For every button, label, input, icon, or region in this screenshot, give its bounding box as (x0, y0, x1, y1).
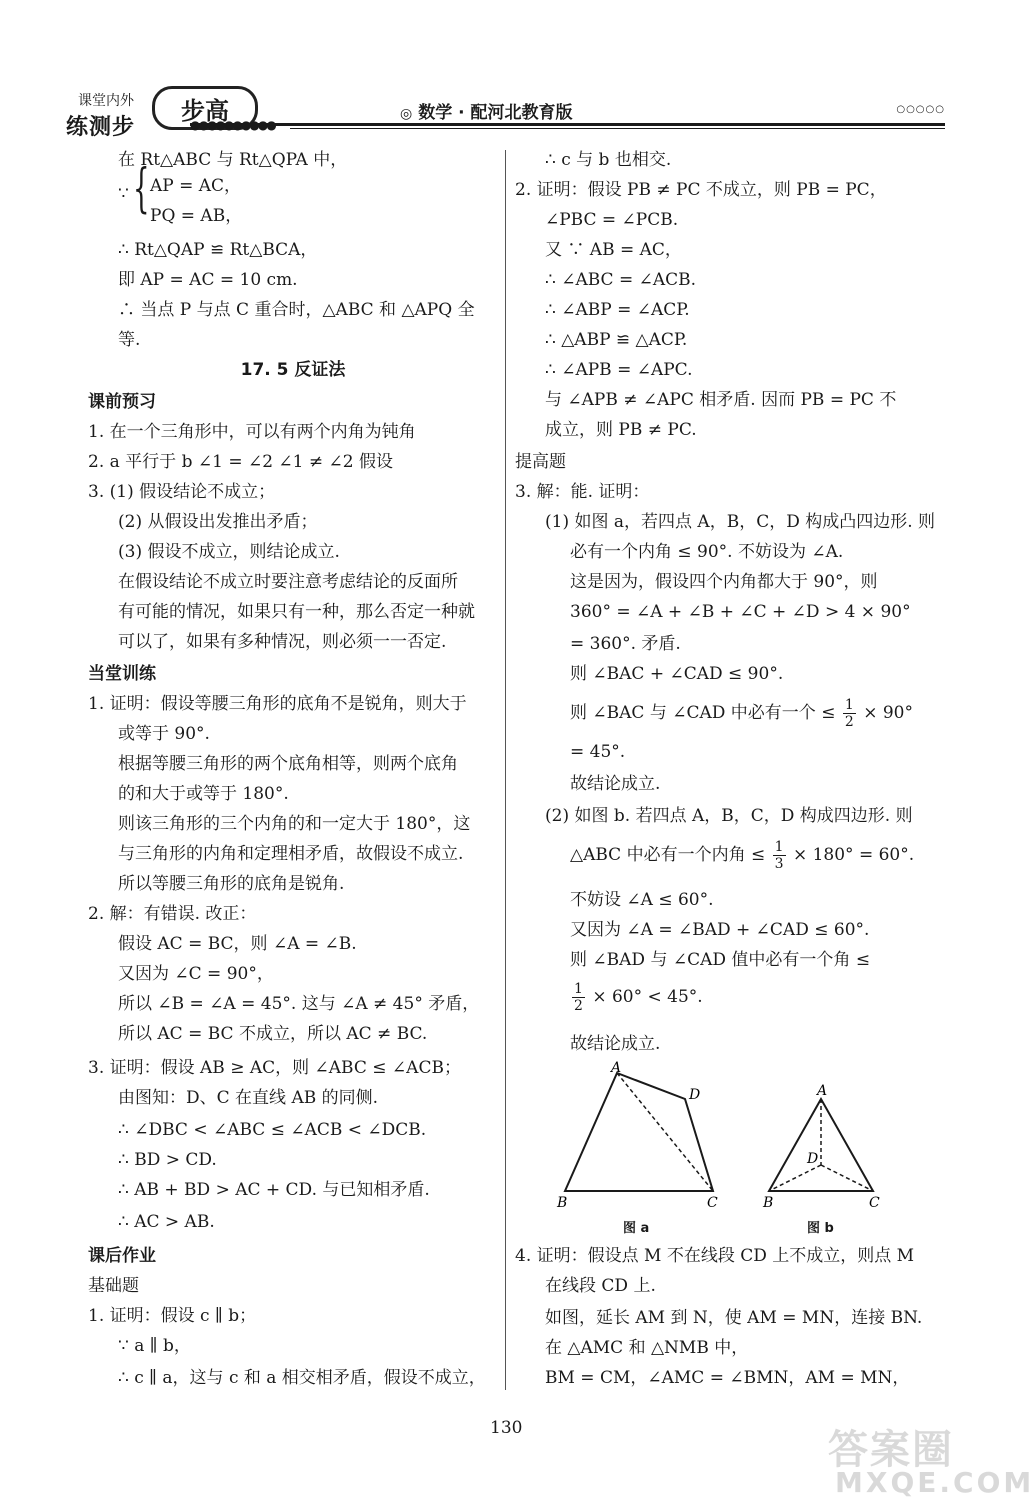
text-line: 假设 AC = BC，则 ∠A = ∠B. (118, 934, 357, 954)
text-line: 在假设结论不成立时要注意考虑结论的反面所 (118, 572, 458, 592)
circle-mark-icon: ◎ (400, 106, 413, 122)
text-fragment: △ABC 中必有一个内角 ≤ (570, 845, 766, 865)
text-fragment: × 180° = 60°. (792, 845, 915, 865)
text-line: 1. 证明：假设 c ∥ b； (88, 1306, 257, 1326)
column-divider (505, 150, 506, 1390)
fraction-numerator: 1 (844, 697, 854, 713)
text-line: 则该三角形的三个内角的和一定大于 180°，这 (118, 814, 471, 834)
text-line: (3) 假设不成立，则结论成立. (118, 542, 340, 562)
text-line: 与三角形的内角和定理相矛盾，故假设不成立. (118, 844, 464, 864)
text-line: 又因为 ∠C = 90°， (118, 964, 274, 984)
figure-b-diagram (759, 1083, 889, 1213)
text-line: 根据等腰三角形的两个底角相等，则两个底角 (118, 754, 458, 774)
text-line: ∴ ∠APB = ∠APC. (545, 360, 693, 380)
text-line: (1) 如图 a，若四点 A，B，C，D 构成凸四边形. 则 (545, 512, 936, 532)
label-d: D (807, 1151, 819, 1167)
text-line: ∴ BD > CD. (118, 1150, 217, 1170)
text-line: 这是因为，假设四个内角都大于 90°，则 (570, 572, 878, 592)
header-dots: ○○○○○ (896, 104, 945, 115)
text-line: BM = CM，∠AMC = ∠BMN，AM = MN， (545, 1368, 910, 1388)
text-line: 即 AP = AC = 10 cm. (118, 270, 298, 290)
section-title: 17. 5 反证法 (240, 360, 346, 380)
text-line: 2. 解：有错误. 改正： (88, 904, 257, 924)
fraction-denominator: 3 (774, 856, 784, 872)
label-c: C (869, 1195, 880, 1211)
text-line: 2. a 平行于 b ∠1 = ∠2 ∠1 ≠ ∠2 假设 (88, 452, 394, 472)
text-line: 3. (1) 假设结论不成立； (88, 482, 276, 502)
text-line: 所以 AC = BC 不成立，所以 AC ≠ BC. (118, 1024, 428, 1044)
text-line: 不妨设 ∠A ≤ 60°. (570, 890, 714, 910)
text-fragment: 则 ∠BAC 与 ∠CAD 中必有一个 ≤ (570, 703, 836, 723)
text-line: ∴ AB + BD > AC + CD. 与已知相矛盾. (118, 1180, 430, 1200)
text-line: 必有一个内角 ≤ 90°. 不妨设为 ∠A. (570, 542, 844, 562)
heading-preview: 课前预习 (88, 392, 156, 412)
brand-main-text: 练测步 (66, 115, 136, 140)
fraction-line (570, 839, 914, 872)
text-line: 等. (118, 330, 141, 350)
text-fragment: × 60° < 45°. (592, 987, 703, 1007)
header-title-text: 数学 · 配河北教育版 (418, 103, 573, 123)
label-c: C (707, 1195, 718, 1211)
text-line: ∴ AC > AB. (118, 1212, 215, 1232)
text-line: ∴ ∠ABP = ∠ACP. (545, 300, 690, 320)
text-line: AP = AC， (150, 176, 242, 196)
fraction-numerator: 1 (774, 839, 784, 855)
heading-basic: 基础题 (88, 1276, 139, 1296)
figure-a (555, 1060, 745, 1213)
text-line: 故结论成立. (570, 1034, 661, 1054)
text-line: 3. 证明：假设 AB ≥ AC，则 ∠ABC ≤ ∠ACB； (88, 1058, 461, 1078)
header-beads-decoration: ●●●●●●●●●● (190, 118, 275, 132)
fraction (773, 839, 786, 872)
text-line: 又 ∵ AB = AC， (545, 240, 682, 260)
text-line: = 360°. 矛盾. (570, 634, 681, 654)
text-line: 所以等腰三角形的底角是锐角. (118, 874, 345, 894)
text-line: ∴ c 与 b 也相交. (545, 150, 672, 170)
fraction (843, 697, 856, 730)
text-line: 3. 解：能. 证明： (515, 482, 650, 502)
label-a: A (611, 1060, 622, 1076)
header-title (400, 98, 573, 123)
page-number: 130 (490, 1418, 523, 1438)
text-line: ∠PBC = ∠PCB. (545, 210, 679, 230)
header-rule (190, 123, 945, 126)
text-line: 在线段 CD 上. (545, 1276, 656, 1296)
because-symbol: ∵ (118, 184, 129, 204)
text-line: ∴ c ∥ a，这与 c 和 a 相交相矛盾，假设不成立， (118, 1368, 486, 1388)
text-line: = 45°. (570, 742, 626, 762)
text-line: 又因为 ∠A = ∠BAD + ∠CAD ≤ 60°. (570, 920, 870, 940)
text-line: 在 Rt△ABC 与 Rt△QPA 中， (118, 150, 348, 170)
text-line: 4. 证明：假设点 M 不在线段 CD 上不成立，则点 M (515, 1246, 915, 1266)
figure-b-caption: 图 b (807, 1221, 834, 1236)
text-line: 则 ∠BAC + ∠CAD ≤ 90°. (570, 664, 784, 684)
heading-homework: 课后作业 (88, 1246, 156, 1266)
label-d: D (689, 1087, 701, 1103)
text-line: 1. 证明：假设等腰三角形的底角不是锐角，则大于 (88, 694, 467, 714)
brand-badge: 步高 (152, 86, 258, 130)
figure-a-caption: 图 a (623, 1221, 650, 1236)
text-line: 在 △AMC 和 △NMB 中， (545, 1338, 749, 1358)
text-line: 可以了，如果有多种情况，则必须一一否定. (118, 632, 447, 652)
heading-classwork: 当堂训练 (88, 664, 156, 684)
text-line: 有可能的情况，如果只有一种，那么否定一种就 (118, 602, 475, 622)
text-line: ∴ ∠DBC < ∠ABC ≤ ∠ACB < ∠DCB. (118, 1120, 427, 1140)
text-line: 成立，则 PB ≠ PC. (545, 420, 697, 440)
heading-advanced: 提高题 (515, 452, 566, 472)
text-line: ∵ a ∥ b， (118, 1336, 191, 1356)
text-line: 与 ∠APB ≠ ∠APC 相矛盾. 因而 PB = PC 不 (545, 390, 897, 410)
fraction-line (570, 697, 913, 730)
label-b: B (763, 1195, 774, 1211)
text-line: ∴ △ABP ≌ △ACP. (545, 330, 688, 350)
watermark-logo: 答案圈 (828, 1427, 954, 1473)
label-a: A (817, 1083, 828, 1099)
text-line: ∴ 当点 P 与点 C 重合时，△ABC 和 △APQ 全 (118, 300, 475, 320)
text-line: 由图知：D、C 在直线 AB 的同侧. (118, 1088, 379, 1108)
fraction-numerator: 1 (574, 981, 583, 997)
text-line: (2) 从假设出发推出矛盾； (118, 512, 318, 532)
text-line: PQ = AB， (150, 206, 243, 226)
text-line: ∴ Rt△QAP ≌ Rt△BCA， (118, 240, 318, 260)
fraction-line (570, 981, 703, 1014)
text-line: 则 ∠BAD 与 ∠CAD 值中必有一个角 ≤ (570, 950, 871, 970)
fraction-denominator: 2 (574, 998, 583, 1014)
brand-top-text: 课堂内外 (78, 93, 134, 109)
figure-a-diagram (555, 1060, 745, 1213)
watermark-url: MXQE.COM (835, 1466, 1034, 1499)
text-line: 所以 ∠B = ∠A = 45°. 这与 ∠A ≠ 45° 矛盾， (118, 994, 480, 1014)
text-line: 故结论成立. (570, 774, 661, 794)
page-header (60, 82, 945, 142)
fraction-denominator: 2 (844, 714, 854, 730)
text-line: 如图，延长 AM 到 N，使 AM = MN，连接 BN. (545, 1308, 923, 1328)
text-line: 1. 在一个三角形中，可以有两个内角为钝角 (88, 422, 416, 442)
text-line: 2. 证明：假设 PB ≠ PC 不成立，则 PB = PC， (515, 180, 887, 200)
text-line: (2) 如图 b. 若四点 A，B，C，D 构成四边形. 则 (545, 806, 913, 826)
text-line: 360° = ∠A + ∠B + ∠C + ∠D > 4 × 90° (570, 602, 911, 622)
left-brace: { (133, 159, 150, 219)
header-rule-thin (290, 128, 945, 129)
text-fragment: × 90° (863, 703, 913, 723)
text-line: ∴ ∠ABC = ∠ACB. (545, 270, 697, 290)
figure-b (759, 1083, 889, 1213)
text-line: 的和大于或等于 180°. (118, 784, 289, 804)
fraction (572, 981, 585, 1014)
label-b: B (557, 1195, 568, 1211)
text-line: 或等于 90°. (118, 724, 210, 744)
